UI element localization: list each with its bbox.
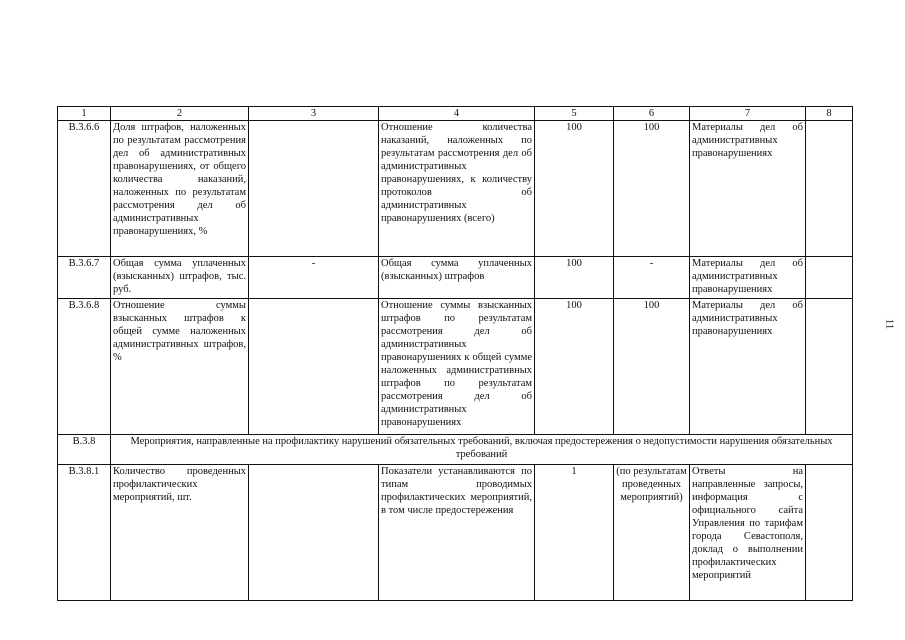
indicator-source: Материалы дел об административных правонарушениях bbox=[690, 257, 806, 299]
table-row bbox=[58, 257, 853, 299]
column-header: 7 bbox=[690, 107, 806, 121]
indicator-col8 bbox=[806, 299, 853, 435]
column-header: 8 bbox=[806, 107, 853, 121]
column-header: 1 bbox=[58, 107, 111, 121]
indicator-code: В.3.8.1 bbox=[58, 465, 111, 601]
table-row bbox=[58, 299, 853, 435]
indicators-table bbox=[57, 106, 853, 601]
column-header: 3 bbox=[249, 107, 379, 121]
indicator-method: Показатели устанавливаются по типам проводимых профилактических мероприятий, в том числе предостережения bbox=[379, 465, 535, 601]
indicator-col6: 100 bbox=[614, 121, 690, 257]
indicator-source: Ответы на направленные запросы, информация с официального сайта Управления по тарифам города Севастополя, доклад о выполнении профилактических мероприятий bbox=[690, 465, 806, 601]
indicator-code: В.3.6.7 bbox=[58, 257, 111, 299]
indicator-col6: - bbox=[614, 257, 690, 299]
section-title: Мероприятия, направленные на профилактику нарушений обязательных требований, включая предостережения о недопустимости нарушения обязательных требований bbox=[111, 435, 853, 465]
indicator-col8 bbox=[806, 465, 853, 601]
indicator-col6: 100 bbox=[614, 299, 690, 435]
indicator-col3 bbox=[249, 121, 379, 257]
column-header: 2 bbox=[111, 107, 249, 121]
table-row bbox=[58, 121, 853, 257]
indicator-code: В.3.6.6 bbox=[58, 121, 111, 257]
indicator-name: Количество проведенных профилактических мероприятий, шт. bbox=[111, 465, 249, 601]
indicator-col3 bbox=[249, 299, 379, 435]
indicator-col5: 100 bbox=[535, 257, 614, 299]
indicator-method: Отношение суммы взысканных штрафов по результатам рассмотрения дел об административных правонарушениях к общей сумме наложенных административных штрафов по результатам рассмотрения дел об административных правонарушениях bbox=[379, 299, 535, 435]
indicator-source: Материалы дел об административных правонарушениях bbox=[690, 299, 806, 435]
section-row bbox=[58, 435, 853, 465]
header-row bbox=[58, 107, 853, 121]
indicator-name: Отношение суммы взысканных штрафов к общей сумме наложенных административных штрафов, % bbox=[111, 299, 249, 435]
column-header: 6 bbox=[614, 107, 690, 121]
indicator-source: Материалы дел об административных правонарушениях bbox=[690, 121, 806, 257]
indicator-col8 bbox=[806, 257, 853, 299]
page-number: 11 bbox=[883, 318, 896, 330]
indicator-name: Общая сумма уплаченных (взысканных) штрафов, тыс. руб. bbox=[111, 257, 249, 299]
indicator-name: Доля штрафов, наложенных по результатам рассмотрения дел об административных правонарушениях, от общего количества наказаний, наложенных по результатам рассмотрения дел об административных правонарушениях, % bbox=[111, 121, 249, 257]
column-header: 4 bbox=[379, 107, 535, 121]
section-code: В.3.8 bbox=[58, 435, 111, 465]
indicator-col3 bbox=[249, 465, 379, 601]
column-header: 5 bbox=[535, 107, 614, 121]
indicator-col5: 100 bbox=[535, 299, 614, 435]
indicator-col3: - bbox=[249, 257, 379, 299]
indicator-col5: 100 bbox=[535, 121, 614, 257]
indicator-method: Отношение количества наказаний, наложенных по результатам рассмотрения дел об административных правонарушениях, к количеству протоколов об административных правонарушениях (всего) bbox=[379, 121, 535, 257]
indicator-col5: 1 bbox=[535, 465, 614, 601]
indicator-method: Общая сумма уплаченных (взысканных) штрафов bbox=[379, 257, 535, 299]
indicator-code: В.3.6.8 bbox=[58, 299, 111, 435]
indicator-col8 bbox=[806, 121, 853, 257]
indicator-col6: (по результатам проведенных мероприятий) bbox=[614, 465, 690, 601]
table-row bbox=[58, 465, 853, 601]
